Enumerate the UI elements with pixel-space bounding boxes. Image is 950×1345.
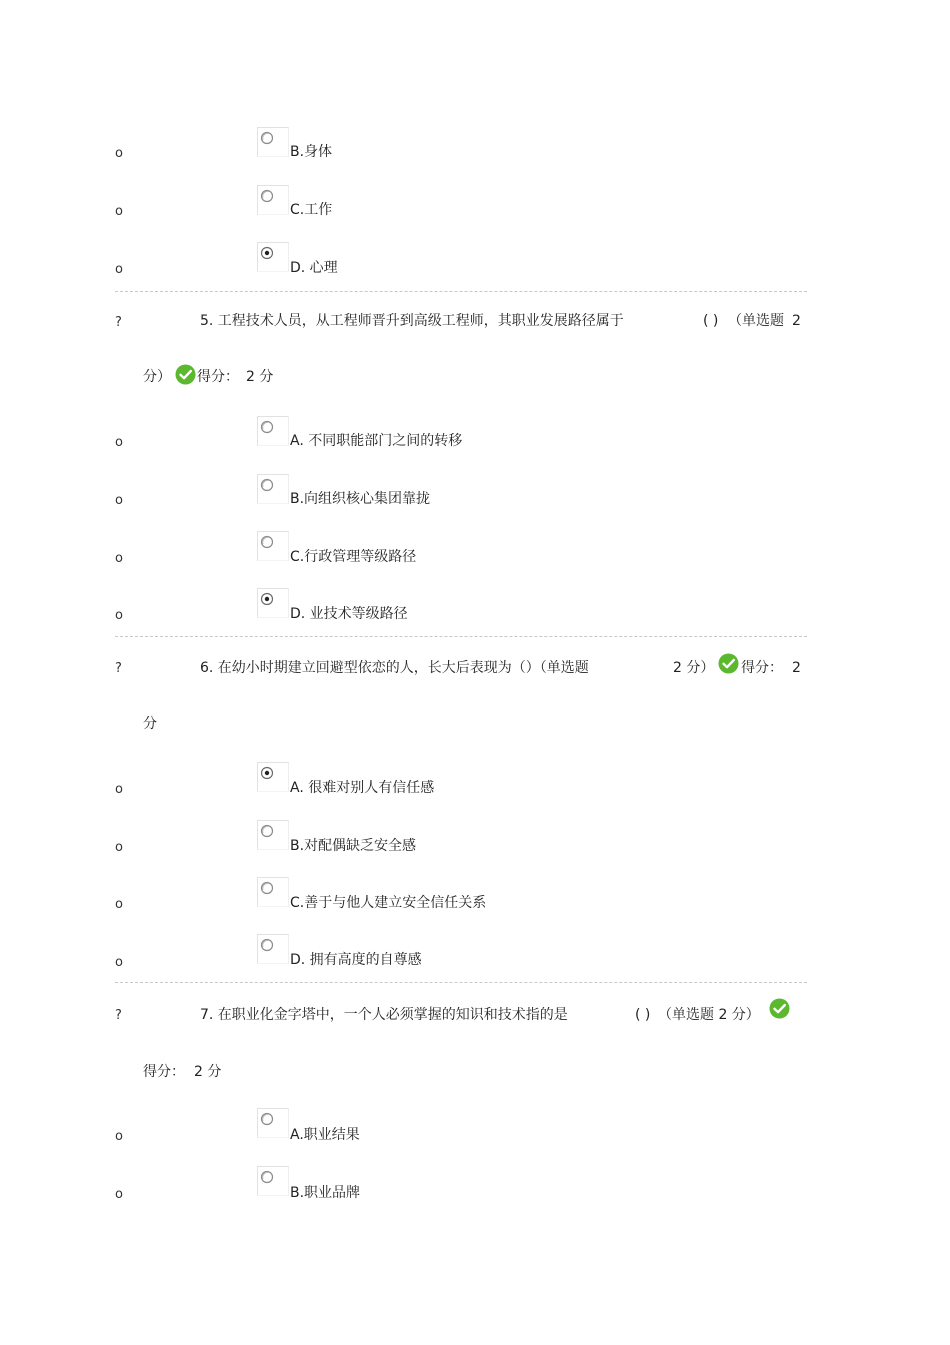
option-label: A. 不同职能部门之间的转移 bbox=[290, 433, 463, 449]
radio-option-q7-b[interactable] bbox=[257, 1166, 289, 1196]
radio-option-q7-a[interactable] bbox=[257, 1108, 289, 1138]
radio-selected-icon bbox=[260, 766, 274, 780]
option-label: B.对配偶缺乏安全感 bbox=[290, 838, 417, 854]
question-text: 5. 工程技术人员，从工程师晋升到高级工程师，其职业发展路径属于 bbox=[200, 313, 624, 329]
radio-option-q6-d[interactable] bbox=[257, 934, 289, 964]
score-label: 得分： bbox=[197, 369, 239, 385]
list-bullet: o bbox=[115, 204, 123, 219]
question-paren: ( ) bbox=[703, 313, 719, 329]
radio-unselected-icon bbox=[260, 535, 274, 549]
option-label: C.工作 bbox=[290, 202, 333, 218]
option-label: B.向组织核心集团靠拢 bbox=[290, 491, 431, 507]
radio-unselected-icon bbox=[260, 881, 274, 895]
list-bullet: o bbox=[115, 493, 123, 508]
radio-unselected-icon bbox=[260, 1170, 274, 1184]
option-label: D. 业技术等级路径 bbox=[290, 606, 408, 622]
list-bullet: o bbox=[115, 551, 123, 566]
list-bullet: o bbox=[115, 262, 123, 277]
radio-option-q6-b[interactable] bbox=[257, 820, 289, 850]
list-bullet: o bbox=[115, 1187, 123, 1202]
separator bbox=[115, 636, 807, 637]
question-points: 2 分） bbox=[673, 660, 715, 676]
list-bullet: o bbox=[115, 782, 123, 797]
option-label: B.职业品牌 bbox=[290, 1185, 361, 1201]
radio-option-q4-c[interactable] bbox=[257, 185, 289, 215]
radio-unselected-icon bbox=[260, 420, 274, 434]
question-type-points: （单选题 2 分） bbox=[658, 1007, 760, 1023]
question-marker: ? bbox=[115, 1008, 122, 1023]
check-icon bbox=[175, 364, 196, 385]
radio-option-q5-a[interactable] bbox=[257, 416, 289, 446]
list-bullet: o bbox=[115, 840, 123, 855]
radio-selected-icon bbox=[260, 246, 274, 260]
radio-unselected-icon bbox=[260, 478, 274, 492]
radio-unselected-icon bbox=[260, 824, 274, 838]
question-type: （单选题 bbox=[728, 313, 784, 329]
option-label: A.职业结果 bbox=[290, 1127, 360, 1143]
separator bbox=[115, 291, 807, 292]
radio-unselected-icon bbox=[260, 189, 274, 203]
radio-option-q5-c[interactable] bbox=[257, 531, 289, 561]
score-unit: 分 bbox=[143, 716, 157, 732]
radio-option-q6-c[interactable] bbox=[257, 877, 289, 907]
list-bullet: o bbox=[115, 146, 123, 161]
list-bullet: o bbox=[115, 435, 123, 450]
list-bullet: o bbox=[115, 1129, 123, 1144]
option-label: D. 拥有高度的自尊感 bbox=[290, 952, 422, 968]
list-bullet: o bbox=[115, 955, 123, 970]
radio-unselected-icon bbox=[260, 1112, 274, 1126]
check-icon bbox=[718, 653, 739, 674]
score-value: 2 分 bbox=[194, 1064, 222, 1080]
separator bbox=[115, 982, 807, 983]
option-label: D. 心理 bbox=[290, 260, 338, 276]
score-value: 2 分 bbox=[246, 369, 274, 385]
question-text: 6. 在幼小时期建立回避型依恋的人，长大后表现为（）（单选题 bbox=[200, 660, 589, 676]
option-label: C.善于与他人建立安全信任关系 bbox=[290, 895, 487, 911]
score-label: 得分： bbox=[143, 1064, 185, 1080]
list-bullet: o bbox=[115, 897, 123, 912]
question-text: 7. 在职业化金字塔中，一个人必须掌握的知识和技术指的是 bbox=[200, 1007, 568, 1023]
question-points: 2 bbox=[792, 313, 801, 329]
radio-option-q4-b[interactable] bbox=[257, 127, 289, 157]
question-points-unit: 分） bbox=[143, 369, 171, 385]
check-icon bbox=[769, 998, 790, 1019]
list-bullet: o bbox=[115, 608, 123, 623]
radio-option-q5-b[interactable] bbox=[257, 474, 289, 504]
option-label: A. 很难对别人有信任感 bbox=[290, 780, 435, 796]
radio-unselected-icon bbox=[260, 131, 274, 145]
question-paren: ( ) bbox=[635, 1007, 651, 1023]
radio-option-q6-a[interactable] bbox=[257, 762, 289, 792]
radio-option-q5-d[interactable] bbox=[257, 588, 289, 618]
question-marker: ? bbox=[115, 315, 122, 330]
score-value: 2 bbox=[792, 660, 801, 676]
option-label: C.行政管理等级路径 bbox=[290, 549, 417, 565]
question-marker: ? bbox=[115, 661, 122, 676]
radio-unselected-icon bbox=[260, 938, 274, 952]
option-label: B.身体 bbox=[290, 144, 333, 160]
radio-option-q4-d[interactable] bbox=[257, 242, 289, 272]
radio-selected-icon bbox=[260, 592, 274, 606]
score-label: 得分： bbox=[741, 660, 783, 676]
